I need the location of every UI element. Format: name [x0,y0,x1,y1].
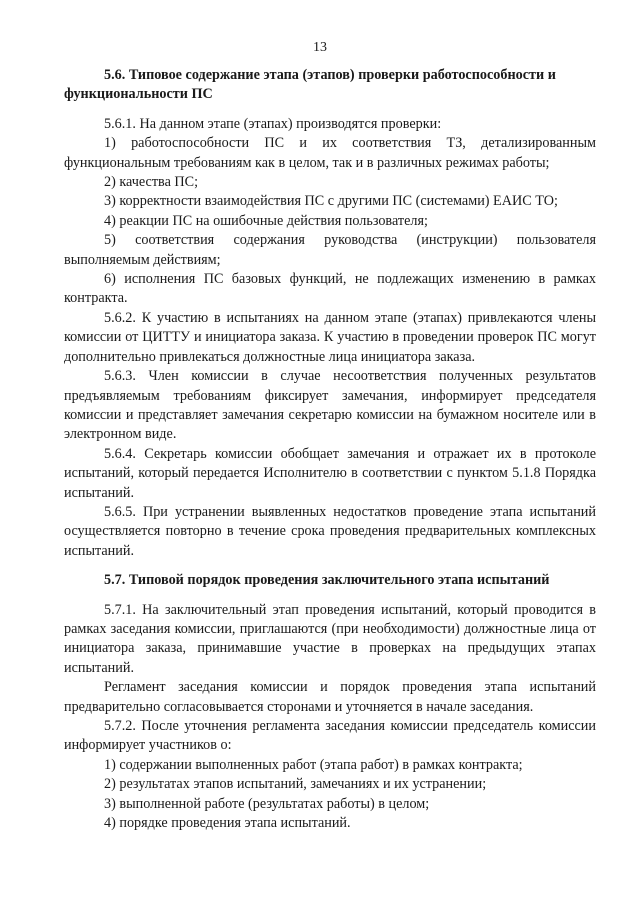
check-item-3: 3) корректности взаимодействия ПС с другими ПС (системами) ЕАИС ТО; [104,193,558,210]
paragraph-5-6-2: 5.6.2. К участию в испытаниях на данном этапе (этапах) привлекаются члены комиссии от ЦИТТУ и инициатора заказа. К участию в проведении проверок ПС могут дополнительно привлекаться должностные лица инициатора заказа. [64,309,596,365]
check-item-1: 1) работоспособности ПС и их соответствия ТЗ, детализированным функциональным требованиям как в целом, так и в различных режимах работы; [64,135,596,171]
paragraph-5-7-2: 5.7.2. После уточнения регламента заседания комиссии председатель комиссии информирует участников о: [64,718,596,754]
paragraph-5-7-1: 5.7.1. На заключительный этап проведения испытаний, который проводится в рамках заседания комиссии, приглашаются (при необходимости) должностные лица от инициатора заказа, принимавшие участие в проверках на предыдущих этапах испытаний. [64,601,596,676]
paragraph-5-6-5: 5.6.5. При устранении выявленных недостатков проведение этапа испытаний осуществляется повторно в течение срока проведения предварительных комплексных испытаний. [64,503,596,559]
paragraph-5-6-1: 5.6.1. На данном этапе (этапах) производятся проверки: [104,115,442,132]
paragraph-reglament: Регламент заседания комиссии и порядок проведения этапа испытаний предварительно согласовывается сторонами и уточняется в начале заседания. [64,679,596,715]
section-5-7-heading: 5.7. Типовой порядок проведения заключительного этапа испытаний [104,572,550,589]
page-number: 13 [313,40,327,55]
inform-item-1: 1) содержании выполненных работ (этапа работ) в рамках контракта; [104,756,523,773]
check-item-5: 5) соответствия содержания руководства (инструкции) пользователя выполняемым действиям; [64,232,596,268]
inform-item-3: 3) выполненной работе (результатах работы) в целом; [104,795,430,812]
inform-item-4: 4) порядке проведения этапа испытаний. [104,815,351,832]
section-5-6-heading: 5.6. Типовое содержание этапа (этапов) проверки работоспособности и функциональности ПС [64,67,556,103]
page-content [64,66,596,833]
check-item-4: 4) реакции ПС на ошибочные действия пользователя; [104,212,428,229]
check-item-2: 2) качества ПС; [104,174,199,191]
inform-item-2: 2) результатах этапов испытаний, замечаниях и их устранении; [104,776,487,793]
check-item-6: 6) исполнения ПС базовых функций, не подлежащих изменению в рамках контракта. [64,271,596,307]
paragraph-5-6-4: 5.6.4. Секретарь комиссии обобщает замечания и отражает их в протоколе испытаний, который передается Исполнителю в соответствии с пунктом 5.1.8 Порядка испытаний. [64,445,596,501]
paragraph-5-6-3: 5.6.3. Член комиссии в случае несоответствия полученных результатов предъявляемым требованиям фиксирует замечания, информирует председателя комиссии и представляет замечания секретарю комиссии на бумажном носителе или в электронном виде. [64,368,596,443]
